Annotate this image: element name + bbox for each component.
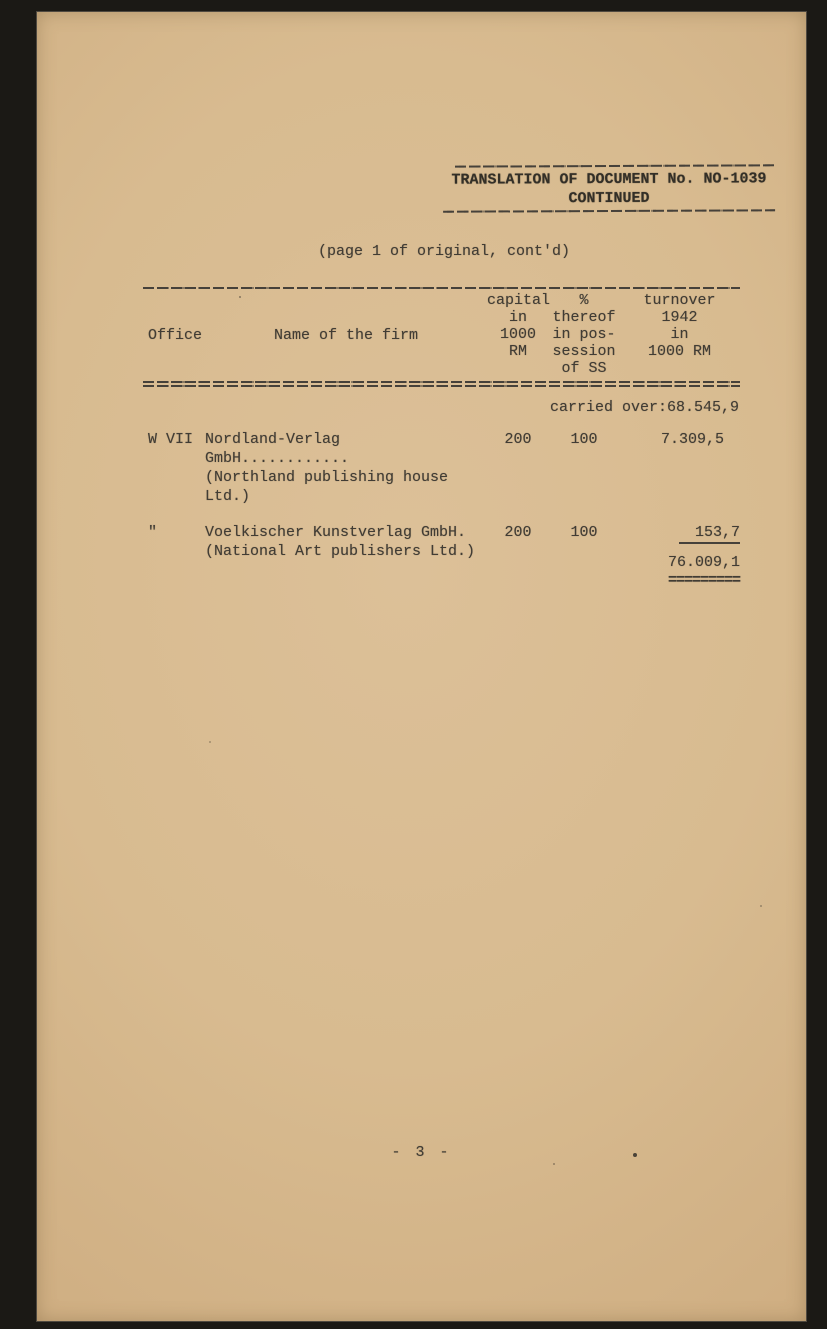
paper-speck bbox=[239, 296, 241, 298]
paper-sheet bbox=[37, 12, 806, 1321]
stamp-rule-bottom bbox=[443, 209, 775, 212]
turnover-total: 76.009,1 bbox=[667, 554, 740, 571]
cell-firm bbox=[205, 523, 487, 588]
table-row bbox=[143, 523, 740, 588]
cell-firm bbox=[205, 430, 487, 506]
carried-over-value: carried over:68.545,9 bbox=[549, 399, 739, 416]
page-subtitle: (page 1 of original, cont'd) bbox=[318, 243, 571, 260]
holdings-table bbox=[143, 287, 740, 588]
paper-speck bbox=[553, 1163, 555, 1165]
header-percent bbox=[549, 292, 619, 377]
header-turnover-line: turnover bbox=[643, 292, 716, 309]
firm-name: Nordland-Verlag GmbH............ bbox=[205, 431, 350, 467]
paper-speck bbox=[633, 1153, 637, 1157]
translation-stamp bbox=[443, 164, 775, 212]
cell-turnover bbox=[619, 523, 740, 588]
paper-speck bbox=[209, 741, 211, 743]
stamp-continued: CONTINUED bbox=[568, 189, 650, 208]
firm-note: (National Art publishers Ltd.) bbox=[205, 543, 476, 560]
cell-percent: 100 bbox=[570, 431, 598, 448]
header-capital bbox=[487, 292, 549, 377]
cell-office: " bbox=[148, 524, 158, 541]
firm-note: (Northland publishing house Ltd.) bbox=[205, 469, 449, 505]
header-turnover-line: in bbox=[670, 326, 689, 343]
header-firm: Name of the firm bbox=[273, 327, 419, 344]
header-capital-line: capital bbox=[487, 292, 551, 309]
total-double-rule: ========= bbox=[667, 572, 740, 589]
header-capital-line: 1000 bbox=[499, 326, 536, 343]
firm-name: Voelkischer Kunstverlag GmbH. bbox=[205, 524, 467, 541]
cell-capital: 200 bbox=[504, 431, 532, 448]
header-turnover-line: 1942 bbox=[661, 309, 698, 326]
header-percent-line: of SS bbox=[561, 360, 607, 377]
rule-line bbox=[143, 381, 740, 383]
table-header-row bbox=[143, 289, 740, 377]
page-number: - 3 - bbox=[391, 1144, 452, 1161]
table-row bbox=[143, 430, 740, 506]
cell-office: W VII bbox=[148, 431, 194, 448]
cell-capital: 200 bbox=[504, 524, 532, 541]
header-capital-line: RM bbox=[508, 343, 527, 360]
header-turnover-line: 1000 RM bbox=[647, 343, 711, 360]
header-capital-line: in bbox=[508, 309, 527, 326]
paper-speck bbox=[760, 905, 762, 907]
cell-percent: 100 bbox=[570, 524, 598, 541]
rule-line bbox=[143, 385, 740, 387]
cell-turnover: 7.309,5 bbox=[660, 431, 724, 448]
table-rule-header-bottom bbox=[143, 381, 740, 387]
header-turnover bbox=[619, 292, 740, 377]
turnover-underlined-value: 153,7 bbox=[679, 523, 740, 544]
stamp-rule-top bbox=[455, 164, 775, 167]
header-percent-line: in pos- bbox=[552, 326, 616, 343]
header-percent-line: session bbox=[552, 343, 616, 360]
header-percent-line: % bbox=[579, 292, 589, 309]
stamp-title: TRANSLATION OF DOCUMENT No. NO-1039 bbox=[451, 170, 767, 189]
header-percent-line: thereof bbox=[552, 309, 616, 326]
header-office: Office bbox=[148, 327, 203, 344]
